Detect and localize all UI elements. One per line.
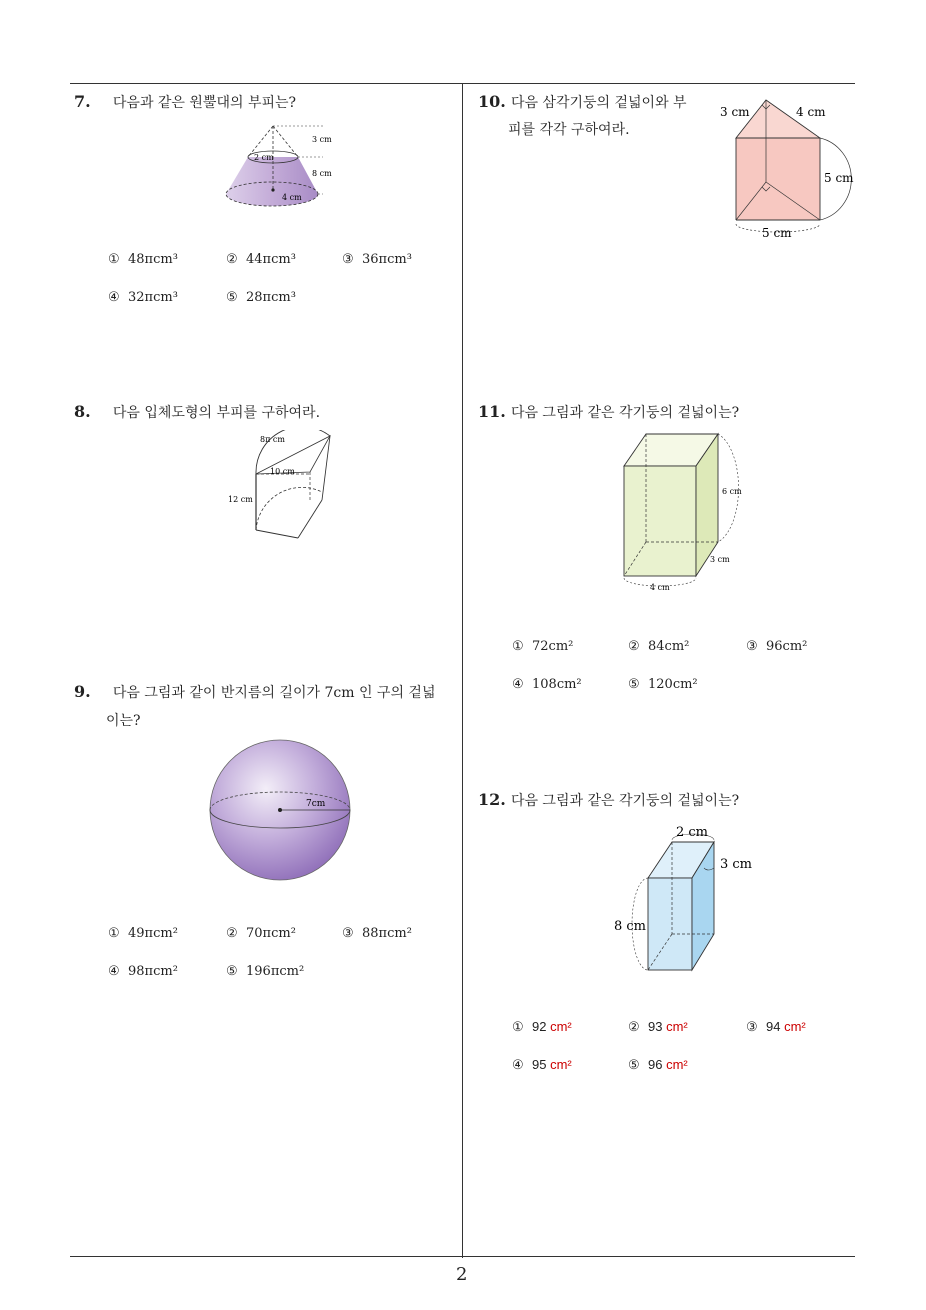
question-number: 9. (74, 682, 91, 701)
choice-mark: ④ (108, 290, 120, 305)
edge-a-label: 3 cm (720, 105, 750, 119)
choice-value: 98πcm² (128, 964, 178, 979)
choice-value: 196πcm² (246, 964, 305, 979)
choice-2[interactable] (226, 926, 296, 941)
choice-mark: ① (108, 926, 120, 941)
choice-value: 70πcm² (246, 926, 296, 941)
choice-mark: ② (226, 252, 238, 267)
question-10 (478, 92, 687, 112)
choice-mark: ② (628, 1019, 640, 1034)
choice-value: 48πcm³ (128, 252, 178, 267)
choice-4[interactable] (108, 964, 178, 979)
choice-2[interactable] (628, 1019, 688, 1035)
choice-1[interactable] (108, 926, 178, 941)
question-10-line2: 피를 각각 구하여라. (508, 122, 630, 138)
choice-5[interactable] (226, 290, 296, 305)
height-label: 8 cm (614, 919, 647, 934)
choice-value: 92 (532, 1019, 547, 1034)
choice-value: 49πcm² (128, 926, 178, 941)
choice-value: 120cm² (648, 677, 698, 692)
choice-value: 32πcm³ (128, 290, 178, 305)
choice-value: 36πcm³ (362, 252, 412, 267)
frustum-bottom-label: 4 cm (282, 193, 302, 202)
edge-b-label: 4 cm (796, 105, 826, 119)
height-label: 5 cm (824, 171, 854, 185)
question-text-line1: 다음 삼각기둥의 겉넓이와 부 (510, 95, 687, 111)
choice-value: 95 (532, 1057, 547, 1072)
choice-unit: cm² (784, 1019, 806, 1034)
choice-4[interactable] (512, 1057, 572, 1073)
tall-prism-figure (612, 822, 758, 974)
choice-value: 94 (766, 1019, 781, 1034)
sector-prism-figure (226, 430, 338, 542)
page-number: 2 (456, 1264, 468, 1285)
choice-mark: ⑤ (226, 964, 238, 979)
choice-1[interactable] (512, 639, 573, 654)
question-number: 7. (74, 92, 91, 111)
choice-mark: ① (108, 252, 120, 267)
choice-mark: ③ (746, 1019, 758, 1034)
base-label: 5 cm (762, 226, 792, 240)
choice-1[interactable] (512, 1019, 572, 1035)
question-text-line1: 다음 그림과 같이 반지름의 길이가 7cm 인 구의 겉넓 (112, 685, 436, 701)
choice-unit: cm² (550, 1019, 572, 1034)
rectangular-prism-figure (614, 430, 744, 594)
height-label: 12 cm (228, 495, 253, 504)
depth-label: 3 cm (720, 857, 753, 872)
height-label: 6 cm (722, 487, 742, 496)
bottom-rule (70, 1256, 855, 1257)
radius-label: 10 cm (270, 467, 295, 476)
choice-2[interactable] (628, 639, 689, 654)
choice-value: 93 (648, 1019, 663, 1034)
choice-value: 96cm² (766, 639, 808, 654)
choice-mark: ⑤ (628, 677, 640, 692)
choice-unit: cm² (666, 1019, 688, 1034)
question-8 (74, 402, 320, 422)
choice-value: 72cm² (532, 639, 574, 654)
frustum-top-label: 3 cm (312, 135, 332, 144)
question-number: 10. (478, 92, 506, 111)
depth-label: 3 cm (710, 555, 730, 564)
question-text: 다음 그림과 같은 각기둥의 겉넓이는? (510, 405, 740, 421)
width-label: 4 cm (650, 583, 670, 592)
choice-unit: cm² (550, 1057, 572, 1072)
triangular-prism-figure (716, 94, 856, 240)
choice-value: 108cm² (532, 677, 582, 692)
choice-mark: ① (512, 1019, 524, 1034)
choice-4[interactable] (512, 677, 582, 692)
question-12 (478, 790, 739, 810)
choice-value: 88πcm² (362, 926, 412, 941)
question-text: 다음과 같은 원뿔대의 부피는? (112, 95, 297, 111)
choice-mark: ③ (746, 639, 758, 654)
choice-value: 28πcm³ (246, 290, 296, 305)
choice-mark: ③ (342, 252, 354, 267)
choice-unit: cm² (666, 1057, 688, 1072)
choice-mark: ② (628, 639, 640, 654)
choice-2[interactable] (226, 252, 296, 267)
choice-mark: ⑤ (628, 1057, 640, 1072)
choice-value: 44πcm³ (246, 252, 296, 267)
sphere-figure (206, 738, 354, 886)
choice-5[interactable] (226, 964, 304, 979)
sphere-radius-label: 7cm (306, 799, 326, 809)
question-7 (74, 92, 296, 112)
question-text: 다음 그림과 같은 각기둥의 겉넓이는? (510, 793, 740, 809)
choice-mark: ① (512, 639, 524, 654)
question-9 (74, 682, 454, 702)
frustum-mid-label: 8 cm (312, 169, 332, 178)
question-text: 다음 입체도형의 부피를 구하여라. (112, 405, 321, 421)
choice-mark: ④ (512, 677, 524, 692)
choice-4[interactable] (108, 290, 178, 305)
choice-3[interactable] (342, 926, 412, 941)
choice-5[interactable] (628, 677, 698, 692)
question-number: 11. (478, 402, 506, 421)
choice-mark: ⑤ (226, 290, 238, 305)
choice-value: 84cm² (648, 639, 690, 654)
question-11 (478, 402, 739, 422)
choice-3[interactable] (746, 639, 807, 654)
question-number: 12. (478, 790, 506, 809)
question-number: 8. (74, 402, 91, 421)
choice-3[interactable] (746, 1019, 806, 1035)
choice-1[interactable] (108, 252, 178, 267)
choice-mark: ② (226, 926, 238, 941)
width-label: 2 cm (676, 825, 709, 840)
choice-mark: ③ (342, 926, 354, 941)
frustum-left-label: 2 cm (254, 153, 274, 162)
choice-value: 96 (648, 1057, 663, 1072)
column-divider (462, 83, 463, 1258)
arc-label: 8π cm (260, 435, 285, 444)
frustum-figure (218, 122, 346, 212)
choice-5[interactable] (628, 1057, 688, 1073)
question-9-line2: 이는? (106, 713, 141, 729)
choice-mark: ④ (108, 964, 120, 979)
choice-mark: ④ (512, 1057, 524, 1072)
choice-3[interactable] (342, 252, 412, 267)
